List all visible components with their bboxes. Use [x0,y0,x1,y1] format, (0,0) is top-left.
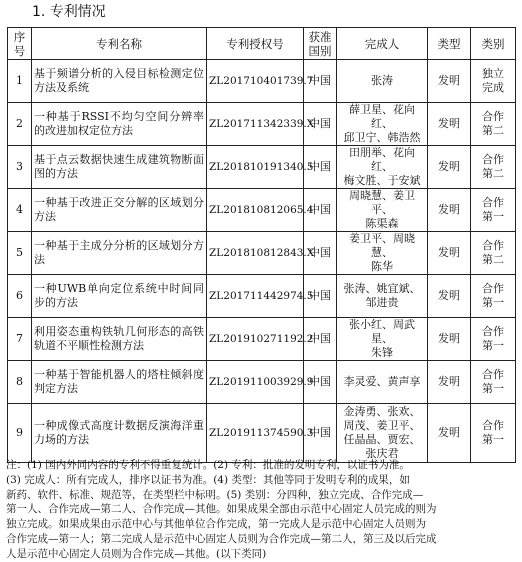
cell-patent-name: 利用姿态重构铁轨几何形态的高铁轨道不平顺性检测方法 [32,318,207,361]
cell-category: 合作 第一 [471,275,516,318]
cell-country: 中国 [304,103,337,146]
section-heading: 1. 专利情况 [32,4,106,20]
cell-patent-name: 一种基于改进正交分解的区域划分方法 [32,189,207,232]
cell-type: 发明 [428,404,471,463]
cell-index: 5 [8,232,32,275]
cell-index: 8 [8,361,32,404]
cell-patent-number: ZL201810812843.X [207,232,304,275]
cell-type: 发明 [428,189,471,232]
cell-patent-name: 基于频谱分析的入侵目标检测定位方法及系统 [32,60,207,103]
cell-index: 6 [8,275,32,318]
cell-inventors: 薛卫星、花向红、 邱卫宁、韩浩然 [337,103,428,146]
cell-country: 中国 [304,146,337,189]
cell-patent-number: ZL201911003929.9 [207,361,304,404]
cell-country: 中国 [304,60,337,103]
cell-type: 发明 [428,103,471,146]
cell-inventors: 张小红、周武星、 朱锋 [337,318,428,361]
patent-table [7,27,516,463]
cell-patent-name: 一种基于主成分分析的区域划分方法 [32,232,207,275]
cell-index: 2 [8,103,32,146]
cell-type: 发明 [428,146,471,189]
cell-patent-name: 一种基于智能机器人的塔柱倾斜度判定方法 [32,361,207,404]
cell-category: 合作 第一 [471,361,516,404]
cell-index: 1 [8,60,32,103]
header-inventors: 完成人 [337,28,428,60]
cell-category: 独立 完成 [471,60,516,103]
header-country: 获准 国别 [304,28,337,60]
header-index: 序 号 [8,28,32,60]
cell-patent-name: 基于点云数据快速生成建筑物断面图的方法 [32,146,207,189]
cell-index: 4 [8,189,32,232]
cell-category: 合作 第二 [471,232,516,275]
cell-country: 中国 [304,318,337,361]
cell-patent-number: ZL201710401739.7 [207,60,304,103]
cell-patent-number: ZL201810191340.5 [207,146,304,189]
cell-type: 发明 [428,275,471,318]
cell-index: 9 [8,404,32,463]
cell-country: 中国 [304,361,337,404]
header-type: 类型 [428,28,471,60]
cell-inventors: 姜卫平、周晓慧、 陈华 [337,232,428,275]
cell-category: 合作 第二 [471,146,516,189]
cell-index: 3 [8,146,32,189]
cell-category: 合作 第一 [471,404,516,463]
cell-patent-number: ZL201810812065.4 [207,189,304,232]
table-row [8,361,516,404]
table-row [8,60,516,103]
table-row [8,404,516,463]
cell-country: 中国 [304,404,337,463]
cell-patent-number: ZL201711442974.5 [207,275,304,318]
cell-inventors: 张涛 [337,60,428,103]
table-row [8,275,516,318]
cell-patent-number: ZL201911374590.3 [207,404,304,463]
cell-type: 发明 [428,232,471,275]
table-row [8,189,516,232]
cell-category: 合作 第二 [471,103,516,146]
header-name: 专利名称 [32,28,207,60]
cell-patent-name: 一种基于RSSI不均匀空间分辨率的改进加权定位方法 [32,103,207,146]
cell-type: 发明 [428,361,471,404]
header-number: 专利授权号 [207,28,304,60]
cell-category: 合作 第一 [471,189,516,232]
table-footnote: 注：(1) 国内外同内容的专利不得重复统计。(2) 专利：批准的发明专利，以证书为准。 (3) 完成人：所有完成人，排序以证书为准。(4) 类型：其他等同于发明专利的成果，如 新药、软件、标准、规范等，在类型栏中标明。(5) 类别：分四种，独立完成、合作完成— 第一人、合作完成—第二人、合作完成—其他。如果成果全部由示范中心固定人员完成的则为 独立完成。如果成果由示范中心与其他单位合作完成，第一完成人是示范中心固定人员则为 合作完成—第一人；第二完成人是示范中心固定人员则为合作完成—第二人，第三及以后完成 人是示范中心固定人员则为合作完成—其他。(以下类同) [6,459,437,560]
table-row [8,232,516,275]
cell-index: 7 [8,318,32,361]
cell-inventors: 李灵爱、黄声享 [337,361,428,404]
cell-inventors: 周晓慧、姜卫平、 陈渠森 [337,189,428,232]
cell-inventors: 田朋举、花向红、 梅文胜、于安斌 [337,146,428,189]
cell-country: 中国 [304,232,337,275]
cell-category: 合作 第一 [471,318,516,361]
cell-type: 发明 [428,318,471,361]
cell-type: 发明 [428,60,471,103]
cell-inventors: 张涛、姚宜斌、 邹进贵 [337,275,428,318]
cell-patent-name: 一种成像式高度计数据反演海洋重力场的方法 [32,404,207,463]
cell-patent-number: ZL201910271192.2 [207,318,304,361]
table-row [8,146,516,189]
table-row [8,318,516,361]
cell-country: 中国 [304,189,337,232]
cell-patent-number: ZL201711342339.X [207,103,304,146]
cell-inventors: 金涛勇、张欢、 周茂、姜卫平、 任晶晶、贾宏、 张庆君 [337,404,428,463]
cell-country: 中国 [304,275,337,318]
table-header-row [8,28,516,60]
header-category: 类别 [471,28,516,60]
table-row [8,103,516,146]
cell-patent-name: 一种UWB单向定位系统中时间同步的方法 [32,275,207,318]
